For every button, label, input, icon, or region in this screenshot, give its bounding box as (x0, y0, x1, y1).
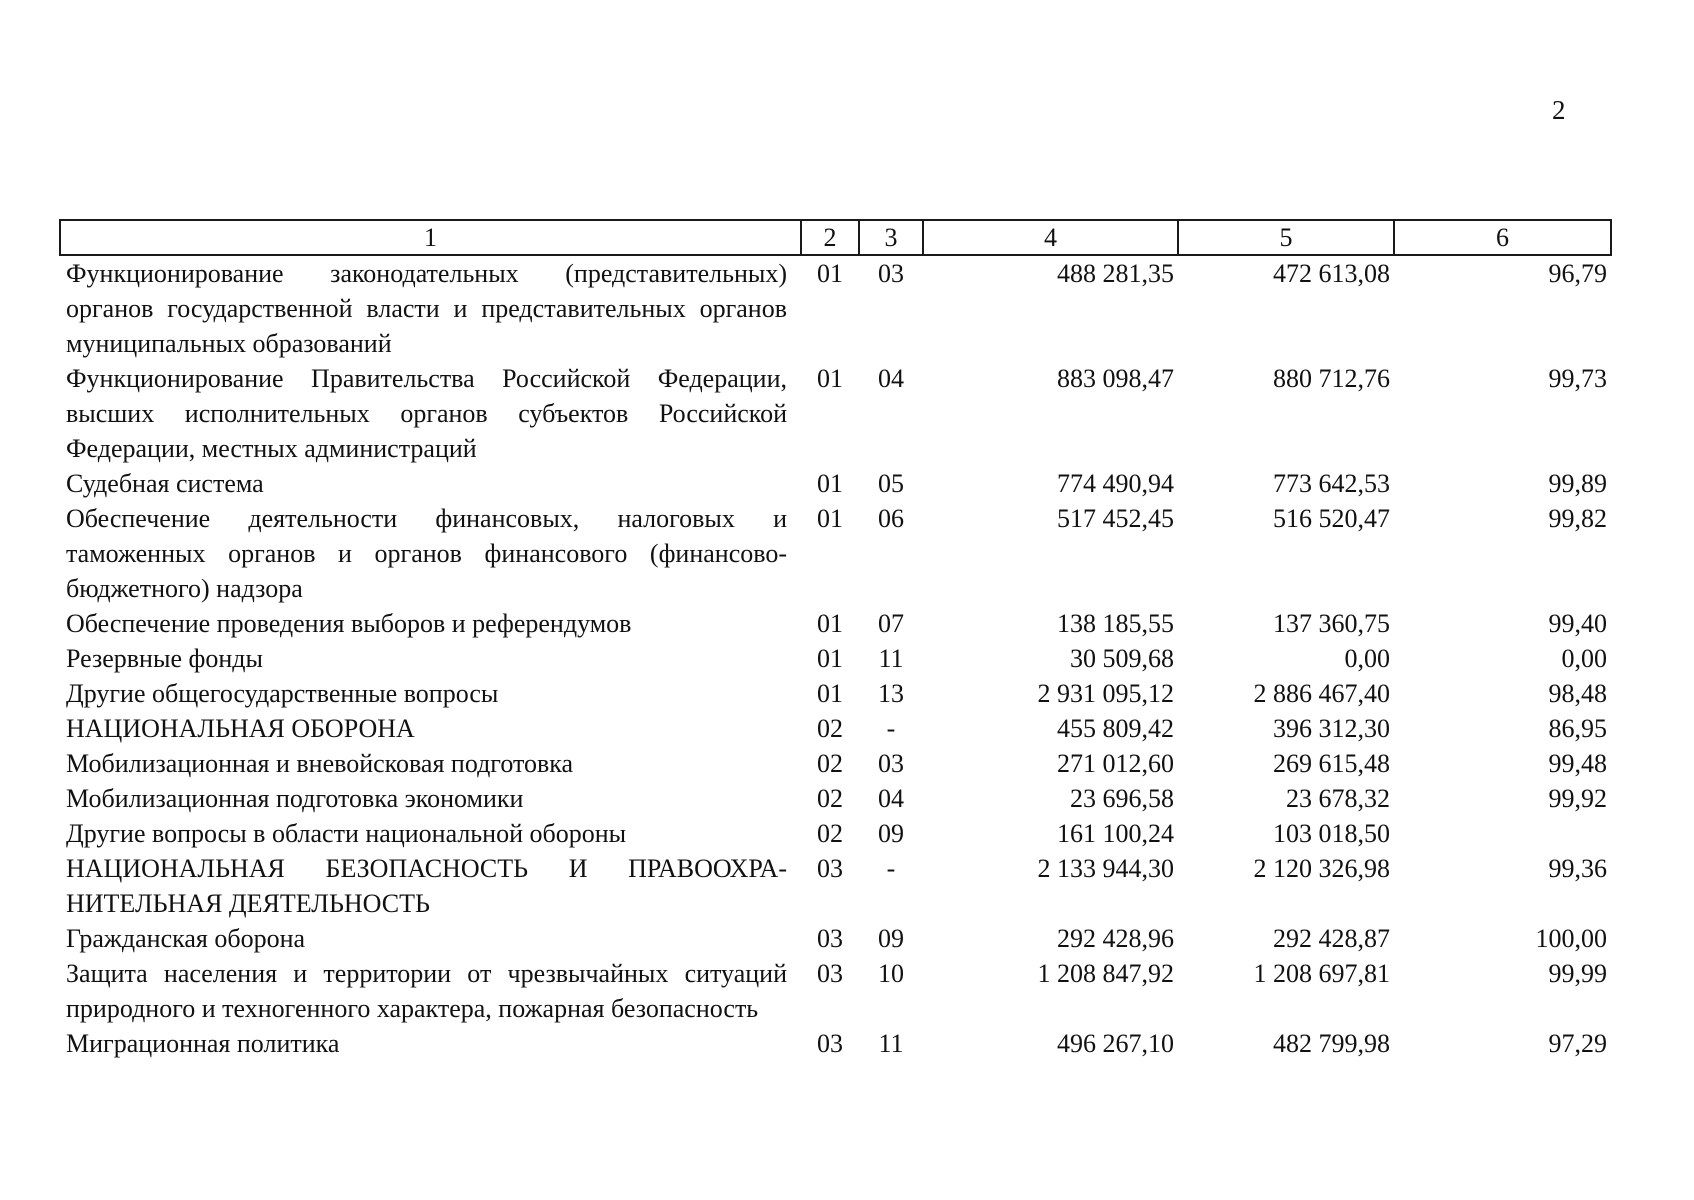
row-value-col5: 880 712,76 (1273, 364, 1390, 393)
row-value-col5: 1 208 697,81 (1253, 959, 1390, 988)
row-subsection-code: 13 (878, 679, 904, 708)
table-row (60, 921, 1611, 956)
row-value-col4: 23 696,58 (1070, 784, 1174, 813)
column-header-4: 4 (923, 220, 1178, 255)
table-row (60, 641, 1611, 676)
row-value-col4: 883 098,47 (1057, 364, 1174, 393)
table-row (60, 676, 1611, 711)
row-value-col5: 396 312,30 (1273, 714, 1390, 743)
row-name: Защита населения и территории от чрезвычайных ситуаций природного и техногенного характера, пожарная безопасность (66, 959, 787, 1023)
row-name: Другие общегосударственные вопросы (66, 679, 499, 708)
row-value-col6: 99,36 (1548, 854, 1607, 883)
row-value-col6: 100,00 (1535, 924, 1607, 953)
table-row (60, 361, 1611, 466)
table-row (60, 816, 1611, 851)
row-value-col6: 99,73 (1548, 364, 1607, 393)
row-value-col5: 516 520,47 (1273, 504, 1390, 533)
column-header-3: 3 (859, 220, 923, 255)
row-value-col5: 2 120 326,98 (1253, 854, 1390, 883)
row-name: Мобилизационная и вневойсковая подготовка (66, 749, 574, 778)
row-value-col6: 97,29 (1548, 1029, 1607, 1058)
row-section-code: 01 (817, 679, 843, 708)
row-value-col5: 0,00 (1344, 644, 1390, 673)
row-value-col6 (1394, 816, 1611, 851)
row-value-col5: 137 360,75 (1273, 609, 1390, 638)
row-section-code: 02 (817, 784, 843, 813)
row-section-code: 03 (817, 924, 843, 953)
row-subsection-code: 07 (878, 609, 904, 638)
column-header-2: 2 (801, 220, 859, 255)
row-subsection-code: - (886, 854, 896, 883)
row-value-col6: 96,79 (1548, 259, 1607, 288)
row-value-col4: 30 509,68 (1070, 644, 1174, 673)
table-row (60, 466, 1611, 501)
row-subsection-code: 11 (878, 644, 904, 673)
row-section-code: 01 (817, 259, 843, 288)
row-value-col6: 99,48 (1548, 749, 1607, 778)
row-value-col4: 517 452,45 (1057, 504, 1174, 533)
row-value-col6: 99,99 (1548, 959, 1607, 988)
row-section-code: 03 (817, 854, 843, 883)
table-body (60, 255, 1611, 1061)
table-row (60, 711, 1611, 746)
row-name: Резервные фонды (66, 644, 263, 673)
row-value-col4: 138 185,55 (1057, 609, 1174, 638)
row-subsection-code: 11 (878, 1029, 904, 1058)
table-header (60, 220, 1611, 255)
table-row (60, 255, 1611, 361)
row-value-col6: 99,40 (1548, 609, 1607, 638)
row-value-col6: 99,89 (1548, 469, 1607, 498)
row-value-col5: 103 018,50 (1273, 819, 1390, 848)
row-value-col5: 2 886 467,40 (1253, 679, 1390, 708)
row-value-col5: 482 799,98 (1273, 1029, 1390, 1058)
row-value-col5: 773 642,53 (1273, 469, 1390, 498)
row-name: Судебная система (66, 469, 264, 498)
row-section-code: 02 (817, 714, 843, 743)
row-value-col4: 292 428,96 (1057, 924, 1174, 953)
row-section-code: 02 (817, 749, 843, 778)
row-name: Другие вопросы в области национальной обороны (66, 819, 627, 848)
table-row (60, 851, 1611, 921)
row-name: Миграционная политика (66, 1029, 340, 1058)
row-section-code: 01 (817, 504, 843, 533)
row-value-col6: 86,95 (1548, 714, 1607, 743)
row-value-col4: 2 931 095,12 (1037, 679, 1174, 708)
row-value-col5: 472 613,08 (1273, 259, 1390, 288)
row-subsection-code: 10 (878, 959, 904, 988)
row-section-code: 01 (817, 469, 843, 498)
row-value-col4: 455 809,42 (1057, 714, 1174, 743)
table-row (60, 606, 1611, 641)
row-subsection-code: 05 (878, 469, 904, 498)
row-section-code: 03 (817, 1029, 843, 1058)
row-value-col4: 488 281,35 (1057, 259, 1174, 288)
budget-table (59, 219, 1612, 1061)
row-value-col4: 2 133 944,30 (1037, 854, 1174, 883)
row-subsection-code: 09 (878, 924, 904, 953)
row-name: Функционирование Правительства Российской Федерации, высших исполнительных органов субъектов Российской Федерации, местных администраций (66, 364, 787, 463)
row-value-col6: 99,82 (1548, 504, 1607, 533)
row-name: НАЦИОНАЛЬНАЯ ОБОРОНА (66, 714, 415, 743)
row-value-col6: 0,00 (1561, 644, 1607, 673)
row-value-col4: 774 490,94 (1057, 469, 1174, 498)
row-name: Функционирование законодательных (представительных) органов государственной власти и представительных органов муниципальных образований (66, 259, 787, 358)
row-name: Обеспечение проведения выборов и референдумов (66, 609, 632, 638)
row-value-col6: 99,92 (1548, 784, 1607, 813)
row-section-code: 03 (817, 959, 843, 988)
table-row (60, 1026, 1611, 1061)
row-name: НАЦИОНАЛЬНАЯ БЕЗОПАСНОСТЬ И ПРАВООХРА-НИТЕЛЬНАЯ ДЕЯТЕЛЬНОСТЬ (66, 854, 787, 918)
page-number: 2 (1552, 95, 1566, 125)
table-row (60, 956, 1611, 1026)
row-name: Гражданская оборона (66, 924, 306, 953)
row-value-col4: 161 100,24 (1057, 819, 1174, 848)
row-subsection-code: 04 (878, 784, 904, 813)
row-value-col5: 269 615,48 (1273, 749, 1390, 778)
row-value-col4: 1 208 847,92 (1037, 959, 1174, 988)
row-value-col5: 292 428,87 (1273, 924, 1390, 953)
row-subsection-code: 03 (878, 749, 904, 778)
column-header-6: 6 (1394, 220, 1611, 255)
row-subsection-code: - (886, 714, 896, 743)
row-name: Мобилизационная подготовка экономики (66, 784, 524, 813)
row-section-code: 01 (817, 609, 843, 638)
row-section-code: 01 (817, 364, 843, 393)
column-header-5: 5 (1178, 220, 1394, 255)
row-subsection-code: 06 (878, 504, 904, 533)
row-value-col6: 98,48 (1548, 679, 1607, 708)
row-subsection-code: 03 (878, 259, 904, 288)
row-subsection-code: 09 (878, 819, 904, 848)
row-subsection-code: 04 (878, 364, 904, 393)
row-value-col4: 496 267,10 (1057, 1029, 1174, 1058)
budget-table-container (59, 219, 1610, 1061)
row-section-code: 01 (817, 644, 843, 673)
table-row (60, 781, 1611, 816)
row-value-col4: 271 012,60 (1057, 749, 1174, 778)
table-row (60, 501, 1611, 606)
table-row (60, 746, 1611, 781)
header-row (60, 220, 1611, 255)
row-section-code: 02 (817, 819, 843, 848)
row-name: Обеспечение деятельности финансовых, налоговых и таможенных органов и органов финансового (финансово-бюджетного) надзора (66, 504, 787, 603)
row-value-col5: 23 678,32 (1286, 784, 1390, 813)
column-header-1: 1 (60, 220, 801, 255)
